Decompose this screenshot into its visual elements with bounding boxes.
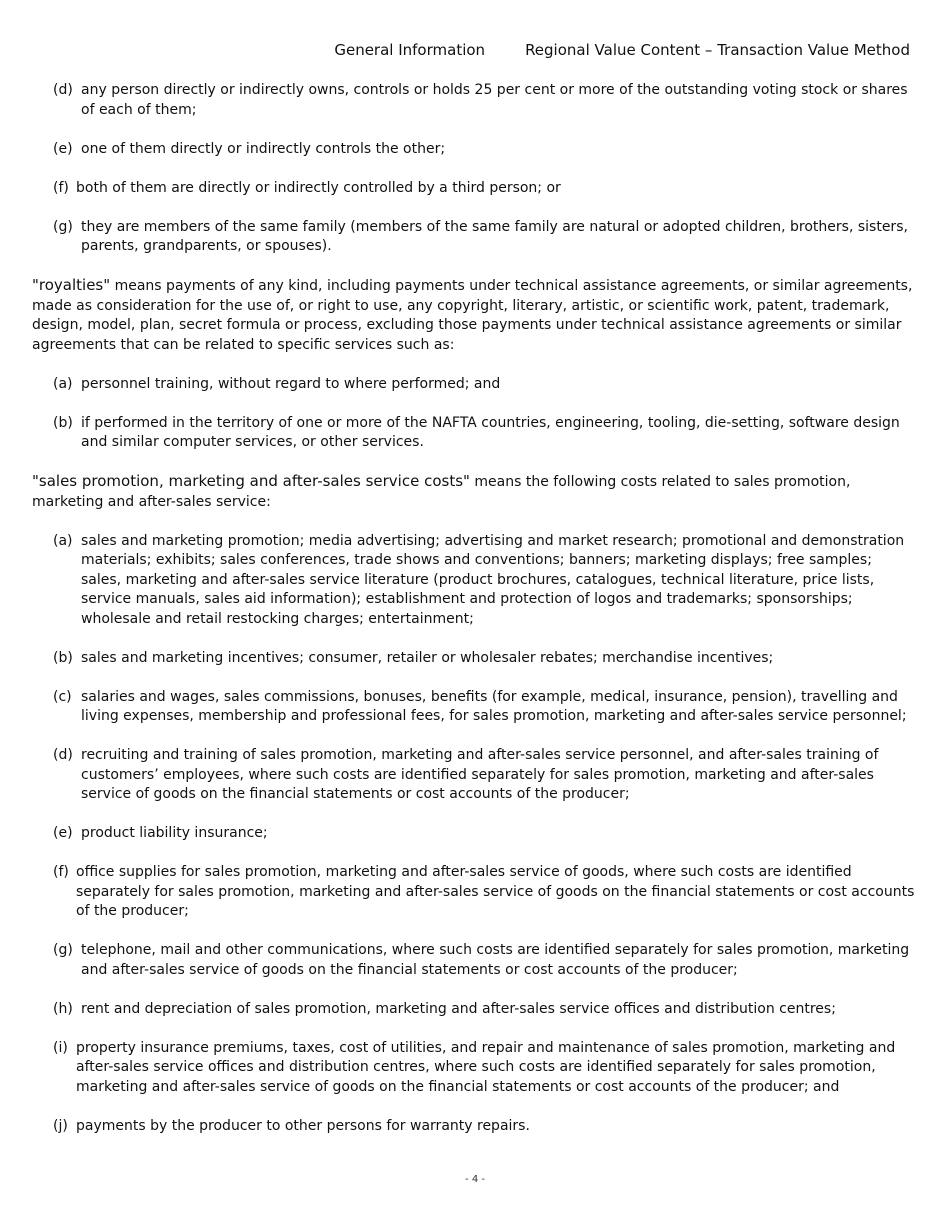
list-item: [53, 532, 916, 630]
item-text: payments by the producer to other persons for warranty repairs.: [76, 1117, 530, 1134]
item-text: product liability insurance;: [81, 825, 268, 841]
item-text: sales and marketing incentives; consumer, retailer or wholesaler rebates; merchandise incentives;: [81, 649, 774, 666]
item-text: telephone, mail and other communications, where such costs are identified separately for sales promotion, marketing and after-sales service of goods on the financial statements or cost accounts of the producer;: [81, 942, 910, 978]
item-label: (a): [53, 532, 73, 549]
header-section: General Information: [334, 41, 486, 59]
document-body: [32, 81, 916, 1156]
item-text: if performed in the territory of one or more of the NAFTA countries, engineering, tooling, die-setting, software design and similar computer services, or other services.: [81, 414, 900, 450]
item-text: salaries and wages, sales commissions, bonuses, benefits (for example, medical, insurance, pension), travelling and living expenses, membership and professional fees, for sales promotion, marketing and after-sales service personnel;: [81, 688, 907, 724]
sales-costs-definition: [32, 472, 916, 512]
item-text: both of them are directly or indirectly controlled by a third person; or: [76, 179, 561, 196]
list-item: [53, 1039, 916, 1098]
header-title: Regional Value Content – Transaction Value Method: [525, 41, 910, 59]
item-label: (g): [53, 942, 73, 958]
list-item: [53, 688, 916, 727]
item-text: any person directly or indirectly owns, controls or holds 25 per cent or more of the outstanding voting stock or shares of each of them;: [81, 82, 908, 118]
list-item: [53, 375, 916, 395]
item-label: (i): [53, 1039, 68, 1056]
item-label: (j): [53, 1117, 68, 1134]
list-item: [53, 414, 916, 453]
list-item: [53, 179, 916, 199]
item-label: (e): [53, 140, 73, 157]
list-item: [53, 746, 916, 805]
list-item: [53, 218, 916, 257]
item-text: one of them directly or indirectly controls the other;: [81, 140, 446, 157]
item-text: recruiting and training of sales promotion, marketing and after-sales service personnel, and after-sales training of customers’ employees, where such costs are identified separately for sales promotion, marketing and after-sales service of goods on the financial statements or cost accounts of the producer;: [81, 747, 879, 802]
page-number: - 4 -: [465, 1174, 485, 1185]
item-label: (f): [53, 864, 69, 880]
item-label: (g): [53, 218, 73, 235]
item-label: (c): [53, 688, 72, 705]
definition-text: means payments of any kind, including payments under technical assistance agreements, or similar agreements, made as consideration for the use of, or right to use, any copyright, literary, artistic, or scientific work, patent, trademark, design, model, plan, secret formula or process, excluding those payments under technical assistance agreements or similar agreements that can be related to specific services such as:: [32, 278, 913, 353]
list-item: [53, 81, 916, 120]
list-item: [53, 649, 916, 669]
list-item: [53, 941, 916, 980]
royalties-definition: [32, 276, 916, 355]
list-item: [53, 1000, 916, 1020]
item-label: (a): [53, 375, 73, 392]
item-label: (b): [53, 414, 73, 431]
list-item: [53, 863, 916, 922]
definition-text: means the following costs related to sales promotion, marketing and after-sales service:: [32, 474, 851, 510]
definition-term: "royalties": [32, 276, 111, 294]
item-label: (d): [53, 82, 73, 98]
item-label: (h): [53, 1000, 73, 1017]
list-item: [53, 824, 916, 844]
definition-term: "sales promotion, marketing and after-sales service costs": [32, 472, 470, 490]
item-text: they are members of the same family (members of the same family are natural or adopted children, brothers, sisters, parents, grandparents, or spouses).: [81, 218, 908, 254]
item-label: (e): [53, 825, 73, 841]
list-item: [53, 1117, 916, 1137]
item-text: office supplies for sales promotion, marketing and after-sales service of goods, where such costs are identified separately for sales promotion, marketing and after-sales service of goods on the financial statements or cost accounts of the producer;: [76, 864, 915, 919]
item-text: sales and marketing promotion; media advertising; advertising and market research; promotional and demonstration materials; exhibits; sales conferences, trade shows and conventions; banners; marketing displays; free samples; sales, marketing and after-sales service literature (product brochures, catalogues, technical literature, price lists, service manuals, sales aid information); establishment and protection of logos and trademarks; sponsorships; wholesale and retail restocking charges; entertainment;: [81, 532, 905, 627]
item-text: rent and depreciation of sales promotion, marketing and after-sales service offices and distribution centres;: [81, 1000, 836, 1017]
list-item: [53, 140, 916, 160]
item-text: property insurance premiums, taxes, cost of utilities, and repair and maintenance of sales promotion, marketing and after-sales service offices and distribution centres, where such costs are identified separately for sales promotion, marketing and after-sales service of goods on the financial statements or cost accounts of the producer; and: [76, 1039, 896, 1095]
item-label: (d): [53, 747, 73, 763]
item-label: (f): [53, 179, 69, 196]
page-header: [334, 41, 910, 59]
item-text: personnel training, without regard to where performed; and: [81, 375, 501, 392]
item-label: (b): [53, 649, 73, 666]
